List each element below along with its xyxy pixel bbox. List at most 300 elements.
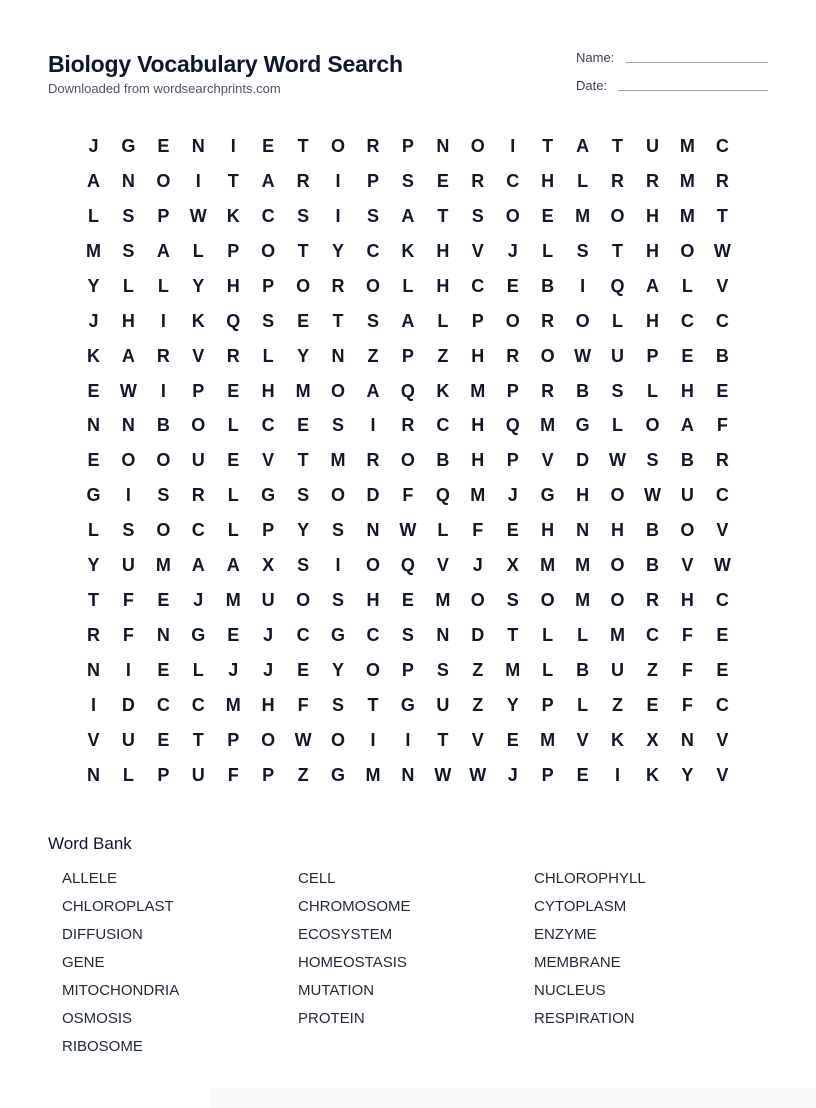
grid-letter: R	[715, 170, 729, 191]
word-bank-item: CHLOROPHYLL	[534, 870, 646, 887]
grid-letter: K	[611, 729, 625, 750]
grid-letter: M	[470, 380, 486, 401]
grid-letter: E	[576, 764, 589, 785]
grid-letter: R	[541, 310, 555, 331]
grid-letter: L	[577, 170, 589, 191]
grid-letter: N	[86, 764, 100, 785]
grid-letter: M	[575, 555, 591, 576]
grid-letter: N	[121, 170, 135, 191]
grid-letter: O	[400, 450, 415, 471]
grid-letter: O	[610, 205, 625, 226]
grid-letter: B	[715, 345, 729, 366]
grid-letter: G	[575, 415, 590, 436]
grid-letter: S	[366, 205, 379, 226]
grid-letter: R	[191, 485, 205, 506]
grid-letter: K	[226, 205, 240, 226]
grid-letter: C	[715, 590, 729, 611]
grid-letter: O	[610, 555, 625, 576]
grid-letter: L	[87, 520, 99, 541]
word-bank-item: GENE	[62, 954, 105, 971]
grid-letter: U	[121, 729, 135, 750]
word-bank-item: RIBOSOME	[62, 1038, 143, 1055]
grid-letter: M	[575, 590, 591, 611]
grid-letter: H	[680, 380, 694, 401]
grid-letter: I	[125, 660, 131, 681]
grid-letter: R	[471, 170, 485, 191]
word-bank-item: CHROMOSOME	[298, 898, 411, 915]
grid-letter: O	[296, 275, 311, 296]
grid-letter: H	[611, 520, 625, 541]
grid-letter: M	[435, 590, 451, 611]
grid-letter: N	[86, 660, 100, 681]
grid-letter: I	[335, 205, 341, 226]
word-bank-item: CELL	[298, 870, 336, 887]
grid-letter: G	[121, 135, 136, 156]
grid-letter: O	[680, 240, 695, 261]
grid-letter: N	[366, 520, 380, 541]
grid-letter: S	[506, 590, 519, 611]
grid-letter: S	[297, 205, 310, 226]
grid-letter: Z	[367, 345, 379, 366]
grid-letter: F	[472, 520, 484, 541]
grid-letter: M	[540, 555, 556, 576]
word-bank-item: CYTOPLASM	[534, 898, 627, 915]
grid-letter: H	[576, 485, 590, 506]
grid-letter: J	[228, 660, 239, 681]
grid-letter: U	[611, 660, 625, 681]
grid-letter: E	[401, 590, 414, 611]
grid-letter: S	[471, 205, 484, 226]
grid-letter: H	[121, 310, 135, 331]
grid-letter: O	[540, 345, 555, 366]
grid-letter: L	[87, 205, 99, 226]
grid-letter: Z	[437, 345, 449, 366]
grid-letter: H	[436, 275, 450, 296]
grid-letter: U	[191, 764, 205, 785]
grid-letter: T	[192, 729, 204, 750]
word-bank-item: MUTATION	[298, 982, 375, 999]
grid-letter: X	[506, 555, 519, 576]
grid-letter: H	[471, 345, 485, 366]
grid-letter: U	[436, 694, 450, 715]
grid-letter: V	[192, 345, 205, 366]
name-line	[626, 62, 768, 63]
grid-letter: E	[506, 275, 519, 296]
grid-letter: F	[681, 660, 693, 681]
grid-letter: P	[541, 694, 554, 715]
grid-letter: C	[645, 625, 659, 646]
grid-letter: Y	[506, 694, 519, 715]
grid-letter: R	[541, 380, 555, 401]
grid-letter: O	[156, 450, 171, 471]
grid-letter: R	[226, 345, 240, 366]
grid-letter: O	[610, 485, 625, 506]
grid-letter: W	[399, 520, 417, 541]
grid-letter: T	[612, 240, 624, 261]
date-label: Date:	[576, 78, 608, 93]
grid-letter: U	[680, 485, 694, 506]
grid-letter: K	[645, 764, 659, 785]
grid-letter: S	[332, 520, 345, 541]
grid-letter: H	[680, 590, 694, 611]
page-title: Biology Vocabulary Word Search	[48, 51, 403, 77]
grid-letter: V	[716, 520, 729, 541]
grid-letter: U	[191, 450, 205, 471]
grid-letter: H	[645, 240, 659, 261]
grid-letter: N	[86, 415, 100, 436]
grid-letter: S	[401, 170, 414, 191]
grid-letter: Y	[297, 520, 310, 541]
grid-letter: A	[645, 275, 659, 296]
grid-letter: S	[401, 625, 414, 646]
grid-letter: O	[470, 135, 485, 156]
grid-letter: M	[155, 555, 171, 576]
grid-letter: T	[297, 450, 309, 471]
grid-letter: H	[261, 694, 275, 715]
grid-letter: C	[191, 520, 205, 541]
grid-letter: C	[715, 694, 729, 715]
grid-letter: A	[86, 170, 100, 191]
grid-letter: R	[156, 345, 170, 366]
grid-letter: J	[472, 555, 483, 576]
grid-letter: L	[262, 345, 274, 366]
grid-letter: P	[401, 660, 414, 681]
grid-letter: R	[645, 590, 659, 611]
name-label: Name:	[576, 50, 615, 65]
grid-letter: C	[156, 694, 170, 715]
grid-letter: L	[577, 625, 589, 646]
grid-letter: L	[192, 660, 204, 681]
grid-letter: C	[715, 485, 729, 506]
grid-letter: Z	[472, 694, 484, 715]
grid-letter: J	[507, 764, 518, 785]
grid-letter: P	[262, 764, 275, 785]
grid-letter: W	[294, 729, 312, 750]
word-bank-item: RESPIRATION	[534, 1010, 635, 1027]
grid-letter: A	[226, 555, 240, 576]
grid-letter: C	[296, 625, 310, 646]
grid-letter: E	[646, 694, 659, 715]
grid-letter: S	[332, 590, 345, 611]
grid-letter: H	[366, 590, 380, 611]
grid-letter: K	[436, 380, 450, 401]
grid-letter: O	[365, 275, 380, 296]
grid-letter: A	[261, 170, 275, 191]
grid-letter: E	[716, 625, 729, 646]
grid-letter: X	[646, 729, 659, 750]
grid-letter: O	[296, 590, 311, 611]
grid-letter: G	[86, 485, 101, 506]
date-line	[618, 90, 768, 91]
grid-letter: L	[122, 275, 134, 296]
word-bank-item: HOMEOSTASIS	[298, 954, 407, 971]
grid-letter: Y	[87, 275, 100, 296]
grid-letter: O	[505, 205, 520, 226]
grid-letter: P	[157, 205, 170, 226]
grid-letter: O	[645, 415, 660, 436]
date-field	[576, 78, 607, 93]
grid-letter: C	[715, 135, 729, 156]
grid-letter: Q	[610, 275, 625, 296]
grid-letter: L	[542, 240, 554, 261]
grid-letter: Q	[226, 310, 241, 331]
grid-letter: Z	[472, 660, 484, 681]
word-bank-list	[62, 868, 770, 1064]
grid-letter: I	[160, 380, 166, 401]
grid-letter: P	[227, 729, 240, 750]
grid-letter: E	[297, 415, 310, 436]
grid-letter: R	[366, 450, 380, 471]
grid-letter: E	[506, 520, 519, 541]
grid-letter: L	[681, 275, 693, 296]
grid-letter: T	[716, 205, 728, 226]
grid-letter: E	[157, 660, 170, 681]
grid-letter: L	[542, 625, 554, 646]
grid-letter: T	[297, 240, 309, 261]
grid-letter: S	[122, 205, 135, 226]
word-bank-item: DIFFUSION	[62, 926, 143, 943]
grid-letter: G	[331, 764, 346, 785]
grid-letter: E	[681, 345, 694, 366]
grid-letter: L	[157, 275, 169, 296]
grid-letter: B	[645, 520, 659, 541]
grid-letter: Q	[400, 555, 415, 576]
grid-letter: V	[716, 275, 729, 296]
grid-letter: S	[611, 380, 624, 401]
grid-letter: Y	[681, 764, 694, 785]
grid-letter: F	[681, 625, 693, 646]
grid-letter: T	[297, 135, 309, 156]
grid-letter: L	[227, 415, 239, 436]
grid-letter: D	[121, 694, 135, 715]
grid-letter: H	[645, 310, 659, 331]
grid-letter: G	[261, 485, 276, 506]
grid-letter: C	[261, 415, 275, 436]
grid-letter: H	[541, 170, 555, 191]
grid-letter: T	[367, 694, 379, 715]
grid-letter: L	[577, 694, 589, 715]
grid-letter: P	[366, 170, 379, 191]
grid-letter: O	[331, 485, 346, 506]
grid-letter: E	[297, 660, 310, 681]
grid-letter: L	[227, 485, 239, 506]
grid-letter: F	[402, 485, 414, 506]
grid-letter: E	[157, 135, 170, 156]
grid-letter: G	[540, 485, 555, 506]
grid-letter: P	[157, 764, 170, 785]
grid-letter: V	[541, 450, 554, 471]
word-bank-item: NUCLEUS	[534, 982, 606, 999]
word-bank-item: MITOCHONDRIA	[62, 982, 180, 999]
grid-letter: D	[366, 485, 380, 506]
grid-letter: C	[436, 415, 450, 436]
word-bank-item: OSMOSIS	[62, 1010, 133, 1027]
grid-letter: J	[88, 310, 99, 331]
grid-letter: A	[366, 380, 380, 401]
grid-letter: P	[262, 275, 275, 296]
word-bank-item: CHLOROPLAST	[62, 898, 174, 915]
grid-letter: J	[193, 590, 204, 611]
grid-letter: S	[646, 450, 659, 471]
grid-letter: T	[437, 729, 449, 750]
grid-letter: P	[541, 764, 554, 785]
grid-letter: E	[157, 590, 170, 611]
grid-letter: S	[122, 520, 135, 541]
grid-letter: N	[576, 520, 590, 541]
grid-letter: A	[680, 415, 694, 436]
grid-letter: R	[86, 625, 100, 646]
grid-letter: F	[122, 590, 134, 611]
grid-letter: N	[436, 135, 450, 156]
grid-letter: T	[437, 205, 449, 226]
grid-letter: S	[366, 310, 379, 331]
grid-letter: E	[436, 170, 449, 191]
grid-letter: V	[436, 555, 449, 576]
grid-letter: S	[157, 485, 170, 506]
grid-letter: S	[332, 415, 345, 436]
grid-letter: M	[505, 660, 521, 681]
grid-letter: M	[85, 240, 101, 261]
grid-letter: V	[87, 729, 100, 750]
grid-letter: S	[122, 240, 135, 261]
grid-letter: L	[122, 764, 134, 785]
grid-letter: W	[713, 555, 731, 576]
grid-letter: N	[331, 345, 345, 366]
grid-letter: O	[261, 240, 276, 261]
grid-letter: I	[195, 170, 201, 191]
grid-letter: F	[297, 694, 309, 715]
grid-letter: W	[189, 205, 207, 226]
grid-letter: J	[263, 660, 274, 681]
grid-letter: E	[157, 729, 170, 750]
grid-letter: P	[646, 345, 659, 366]
grid-letter: E	[506, 729, 519, 750]
grid-letter: L	[542, 660, 554, 681]
grid-letter: I	[615, 764, 621, 785]
grid-letter: O	[365, 555, 380, 576]
grid-letter: L	[646, 380, 658, 401]
grid-letter: I	[335, 555, 341, 576]
grid-letter: V	[471, 240, 484, 261]
grid-letter: J	[263, 625, 274, 646]
grid-letter: E	[87, 380, 100, 401]
grid-letter: N	[401, 764, 415, 785]
grid-letter: B	[680, 450, 694, 471]
grid-letter: W	[119, 380, 137, 401]
word-bank-item: PROTEIN	[298, 1010, 365, 1027]
grid-letter: D	[576, 450, 590, 471]
grid-letter: W	[574, 345, 592, 366]
grid-letter: I	[90, 694, 96, 715]
grid-letter: V	[716, 729, 729, 750]
grid-letter: M	[679, 170, 695, 191]
grid-letter: Z	[297, 764, 309, 785]
grid-letter: H	[471, 450, 485, 471]
grid-letter: X	[262, 555, 275, 576]
grid-letter: I	[580, 275, 586, 296]
grid-letter: O	[331, 729, 346, 750]
grid-letter: K	[191, 310, 205, 331]
grid-letter: I	[405, 729, 411, 750]
worksheet-header	[48, 48, 403, 96]
grid-letter: N	[436, 625, 450, 646]
grid-letter: C	[261, 205, 275, 226]
grid-letter: O	[331, 380, 346, 401]
grid-letter: E	[716, 660, 729, 681]
grid-letter: Z	[646, 660, 658, 681]
grid-letter: S	[297, 555, 310, 576]
grid-letter: M	[225, 694, 241, 715]
grid-letter: V	[576, 729, 589, 750]
grid-letter: M	[540, 729, 556, 750]
grid-letter: O	[505, 310, 520, 331]
grid-letter: M	[470, 485, 486, 506]
grid-letter: I	[335, 170, 341, 191]
grid-letter: O	[540, 590, 555, 611]
grid-letter: H	[471, 415, 485, 436]
grid-letter: U	[261, 590, 275, 611]
grid-letter: I	[370, 415, 376, 436]
grid-letter: T	[332, 310, 344, 331]
grid-letter: Q	[400, 380, 415, 401]
grid-letter: F	[716, 415, 728, 436]
grid-letter: R	[366, 135, 380, 156]
grid-letter: O	[470, 590, 485, 611]
word-bank-item: MEMBRANE	[534, 954, 621, 971]
grid-letter: I	[370, 729, 376, 750]
grid-letter: Y	[87, 555, 100, 576]
grid-letter: S	[576, 240, 589, 261]
grid-letter: O	[156, 520, 171, 541]
grid-letter: C	[471, 275, 485, 296]
word-bank-item: ALLELE	[62, 870, 118, 887]
grid-letter: A	[401, 205, 415, 226]
grid-letter: B	[541, 275, 555, 296]
grid-letter: F	[681, 694, 693, 715]
grid-letter: G	[191, 625, 206, 646]
grid-letter: F	[227, 764, 239, 785]
grid-letter: Y	[332, 240, 345, 261]
grid-letter: R	[645, 170, 659, 191]
grid-letter: L	[437, 520, 449, 541]
grid-letter: P	[401, 345, 414, 366]
grid-letter: V	[681, 555, 694, 576]
grid-letter: J	[88, 135, 99, 156]
grid-letter: U	[121, 555, 135, 576]
grid-letter: D	[471, 625, 485, 646]
letter-grid	[76, 129, 740, 793]
grid-letter: G	[400, 694, 415, 715]
grid-letter: B	[576, 380, 590, 401]
word-bank-title: Word Bank	[48, 834, 132, 853]
grid-letter: A	[156, 240, 170, 261]
grid-letter: Z	[612, 694, 624, 715]
grid-letter: L	[612, 310, 624, 331]
grid-letter: J	[507, 485, 518, 506]
grid-letter: A	[576, 135, 590, 156]
grid-letter: W	[713, 240, 731, 261]
grid-letter: I	[510, 135, 516, 156]
grid-letter: P	[471, 310, 484, 331]
grid-letter: L	[612, 415, 624, 436]
grid-letter: C	[366, 240, 380, 261]
grid-letter: O	[331, 135, 346, 156]
source-subtitle: Downloaded from wordsearchprints.com	[48, 81, 281, 96]
word-bank-item: ENZYME	[534, 926, 597, 943]
grid-letter: M	[540, 415, 556, 436]
grid-letter: O	[191, 415, 206, 436]
grid-letter: S	[436, 660, 449, 681]
